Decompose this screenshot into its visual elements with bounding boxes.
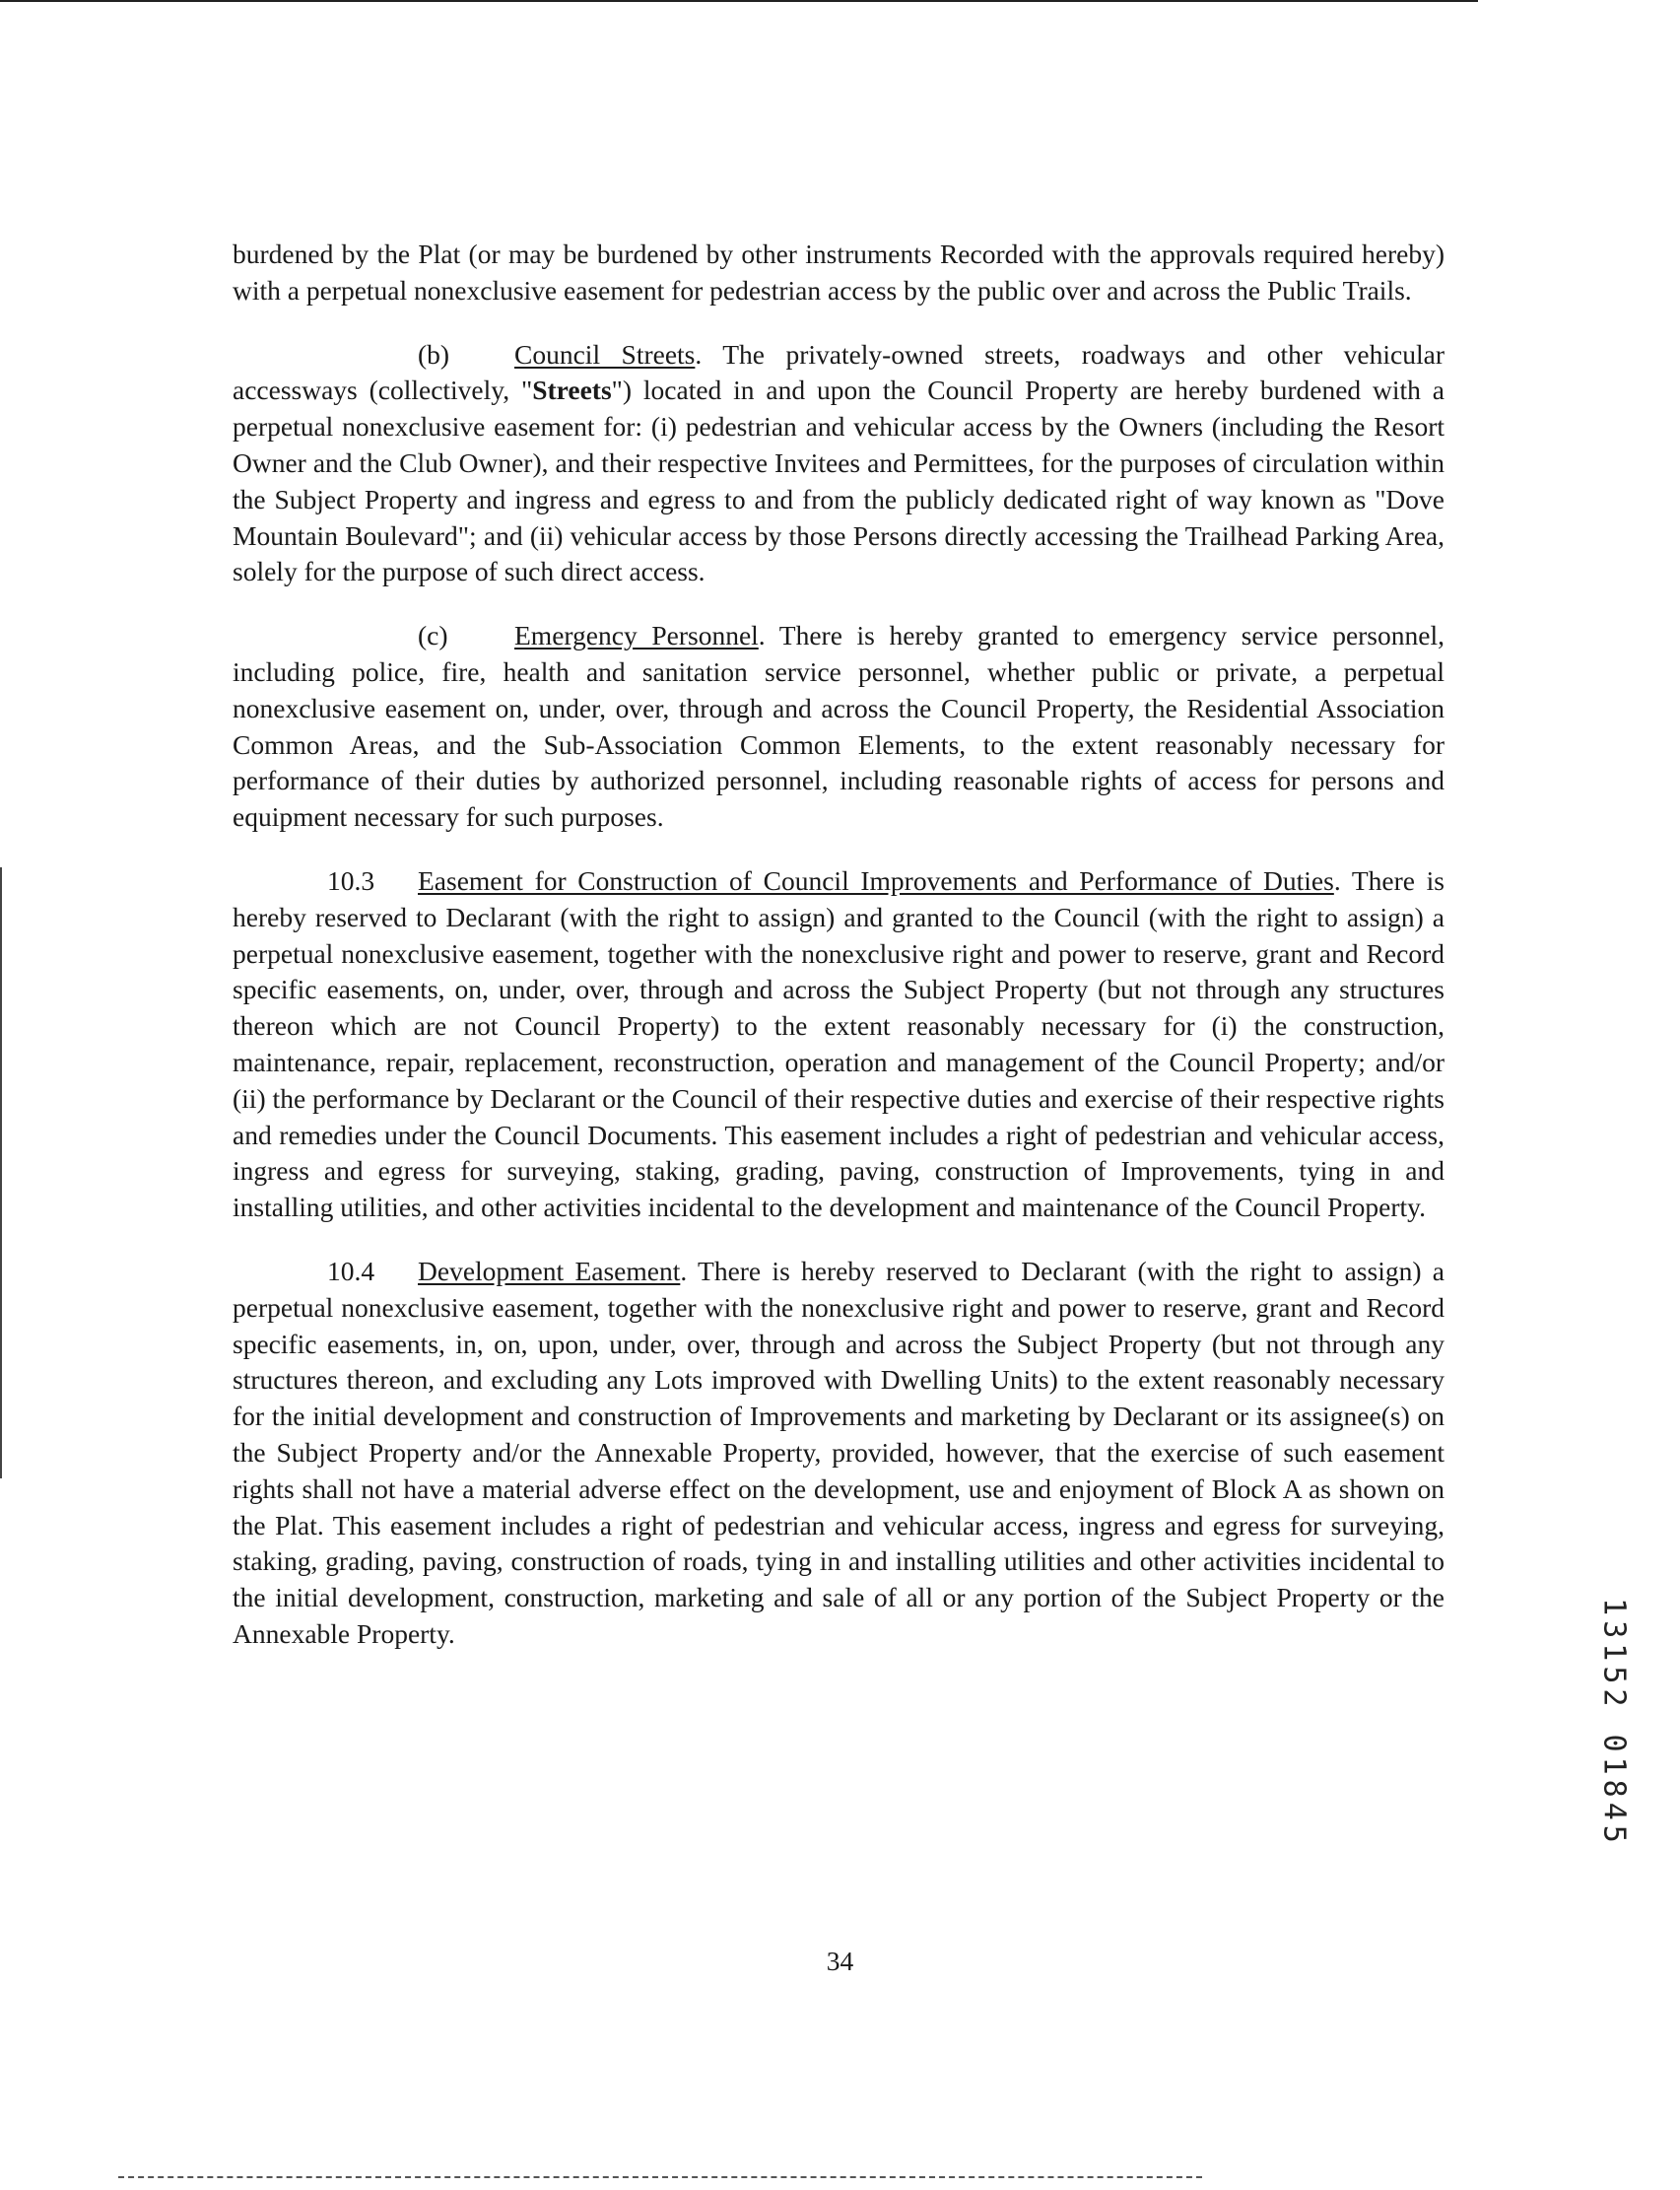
- subsection-c-heading: Emergency Personnel: [514, 620, 759, 651]
- subsection-b-text-1: . The privately-owned streets, roadways and other vehicular accessways (collectively, ": [233, 338, 1445, 406]
- section-10-4-number: 10.4: [327, 1255, 375, 1286]
- subsection-b: [233, 337, 1445, 591]
- section-10-3-text: . There is hereby reserved to Declarant (with the right to assign) and granted to the Council (with the right to assign) a perpetual nonexclusive easement, together with the nonexclusive right and power to reserve, grant and Record specific easements, on, under, over, through and across the Subject Property (but not through any structures thereon which are not Council Property) to the extent reasonably necessary for (i) the construction, maintenance, repair, replacement, reconstruction, operation and management of the Council Property; and/or (ii) the performance by Declarant or the Council of their respective duties and exercise of their respective rights and remedies under the Council Documents. This easement includes a right of pedestrian and vehicular access, ingress and egress for surveying, staking, grading, paving, construction of Improvements, tying in and installing utilities, and other activities incidental to the development and maintenance of the Council Property.: [233, 864, 1445, 1223]
- page-number: 34: [826, 1946, 854, 1976]
- continuation-paragraph: burdened by the Plat (or may be burdened by other instruments Recorded with the approvals required hereby) with a perpetual nonexclusive easement for pedestrian access by the public over and across the Public Trails.: [233, 239, 1445, 306]
- subsection-b-number: (b): [418, 338, 450, 370]
- recording-stamp: [1594, 1585, 1634, 1861]
- subsection-b-defined-term: Streets: [532, 375, 612, 406]
- recording-stamp-text: 13152 01845: [1596, 1598, 1632, 1848]
- section-10-4-heading: Development Easement: [418, 1255, 681, 1286]
- subsection-b-text-2: ") located in and upon the Council Property are hereby burdened with a perpetual nonexclusive easement for: (i) pedestrian and vehicular access by the Owners (including the Resort Owner and the Club Owner), and their respective Invitees and Permittees, for the purposes of circulation within the Subject Property and ingress and egress to and from the publicly dedicated right of way known as "Dove Mountain Boulevard"; and (ii) vehicular access by those Persons directly accessing the Trailhead Parking Area, solely for the purpose of such direct access.: [233, 375, 1445, 587]
- scan-edge-left: [0, 867, 2, 1478]
- subsection-c-text: . There is hereby granted to emergency service personnel, including police, fire, health and sanitation service personnel, whether public or private, a perpetual nonexclusive easement on, under, over, through and across the Council Property, the Residential Association Common Areas, and the Sub-Association Common Elements, to the extent reasonably necessary for performance of their duties by authorized personnel, including reasonable rights of access for persons and equipment necessary for such purposes.: [233, 620, 1445, 833]
- section-10-3-heading: Easement for Construction of Council Improvements and Performance of Duties: [418, 864, 1334, 896]
- section-10-3-number: 10.3: [327, 864, 375, 896]
- document-body: [233, 237, 1445, 1680]
- section-10-4-text: . There is hereby reserved to Declarant (with the right to assign) a perpetual nonexclusive easement, together with the nonexclusive right and power to reserve, grant and Record specific easements, in, on, upon, under, over, through and across the Subject Property (but not through any structures thereon, and excluding any Lots improved with Dwelling Units) to the extent reasonably necessary for the initial development and construction of Improvements and marketing by Declarant or its assignee(s) on the Subject Property and/or the Annexable Property, provided, however, that the exercise of such easement rights shall not have a material adverse effect on the development, use and enjoyment of Block A as shown on the Plat. This easement includes a right of pedestrian and vehicular access, ingress and egress for surveying, staking, grading, paving, construction of roads, tying in and installing utilities and other activities incidental to the initial development, construction, marketing and sale of all or any portion of the Subject Property or the Annexable Property.: [233, 1255, 1445, 1649]
- scan-edge-bottom: [118, 2176, 1202, 2180]
- subsection-c-number: (c): [418, 620, 448, 651]
- subsection-b-heading: Council Streets: [514, 338, 696, 370]
- scan-edge-top: [0, 0, 1478, 2]
- section-10-3: [233, 863, 1445, 1226]
- section-10-4: [233, 1254, 1445, 1653]
- subsection-c: [233, 618, 1445, 836]
